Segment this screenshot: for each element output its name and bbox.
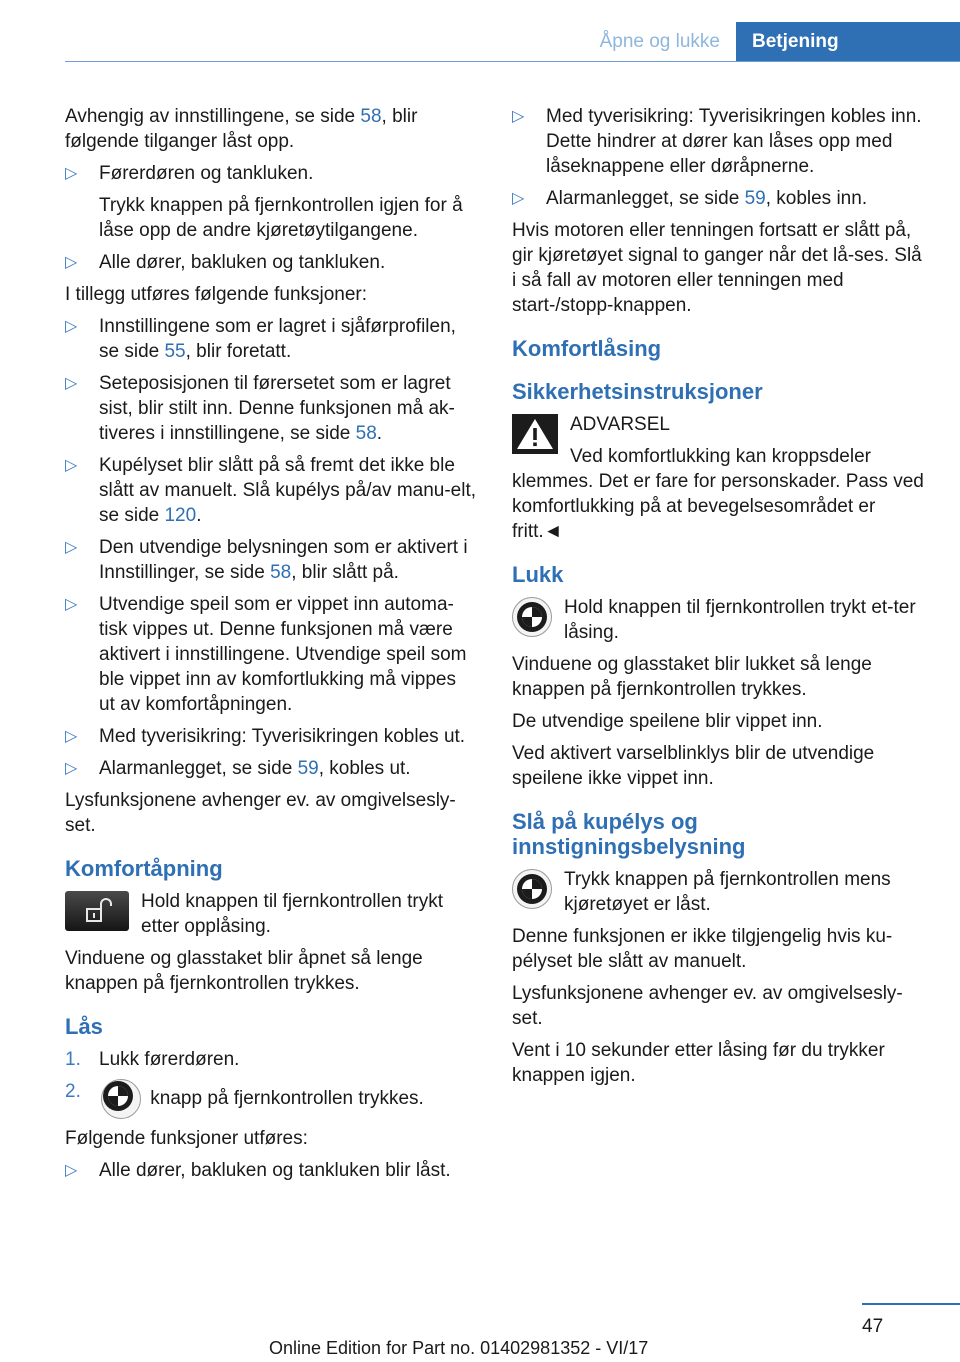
paragraph: I tillegg utføres følgende funksjoner:: [65, 284, 368, 305]
bmw-key-button-icon: [512, 869, 552, 909]
warning-text: Ved komfortlukking kan kroppsdeler klemmes. Det er fare for personskader. Pass ved komfortlukking på at bevegelsesområdet er fritt.◄: [512, 446, 924, 542]
list-item: ▷ Den utvendige belysningen som er aktivert i Innstillinger, se side 58, blir slått på.: [65, 537, 468, 583]
bmw-key-button-icon: [512, 597, 552, 637]
page-link[interactable]: 59: [297, 758, 319, 779]
list-item: 2. knapp på fjernkontrollen trykkes.: [65, 1079, 477, 1119]
left-column: [65, 104, 477, 1190]
page-header: [600, 22, 960, 62]
page-link[interactable]: 120: [164, 505, 197, 526]
paragraph: Vent i 10 sekunder etter låsing før du trykker knappen igjen.: [512, 1040, 885, 1086]
bullet-triangle-icon: ▷: [512, 108, 525, 125]
section-heading-sikkerhet: Sikkerhetsinstruksjoner: [512, 379, 763, 404]
section-heading-komfortapning: Komfortåpning: [65, 856, 223, 881]
paragraph: Vinduene og glasstaket blir lukket så lenge knappen på fjernkontrollen trykkes.: [512, 654, 872, 700]
lukk-block: [512, 595, 924, 645]
list-item: ▷ Seteposisjonen til førersetet som er lagret sist, blir stilt inn. Denne funksjonen må ak-tiveres i innstillingene, se side 58.: [65, 373, 455, 444]
section-heading-kupelys: Slå på kupélys og innstigningsbelysning: [512, 809, 746, 859]
warning-block: [512, 412, 924, 544]
komfortapning-text: Hold knappen til fjernkontrollen trykt etter opplåsing.: [141, 891, 444, 937]
bullet-triangle-icon: ▷: [65, 318, 78, 335]
paragraph: Følgende funksjoner utføres:: [65, 1128, 308, 1149]
bullet-triangle-icon: ▷: [65, 375, 78, 392]
header-section-title: Åpne og lukke: [599, 31, 720, 52]
section-heading-lukk: Lukk: [512, 562, 564, 587]
section-heading-las: Lås: [65, 1014, 103, 1039]
bullet-triangle-icon: ▷: [65, 254, 78, 271]
lukk-text: Hold knappen til fjernkontrollen trykt et-ter låsing.: [564, 597, 916, 643]
page-link[interactable]: 59: [744, 188, 766, 209]
kupelys-block: [512, 867, 924, 917]
list-item: ▷ Utvendige speil som er vippet inn automa-tisk vippes ut. Denne funksjonen må være aktivert i innstillingene. Utvendige speil som ble vippet inn av komfortlukking må vippes ut av komfortåpningen.: [65, 594, 467, 715]
paragraph: Ved aktivert varselblinklys blir de utvendige speilene ikke vippet inn.: [512, 743, 875, 789]
paragraph: Denne funksjonen er ikke tilgjengelig hvis ku-pélyset ble slått av manuelt.: [512, 926, 893, 972]
list-item: ▷ Innstillingene som er lagret i sjåførprofilen, se side 55, blir foretatt.: [65, 316, 456, 362]
komfortapning-block: [65, 889, 477, 939]
step-number: 1.: [65, 1049, 81, 1070]
section-heading-komfortlasing: Komfortlåsing: [512, 336, 662, 361]
bmw-key-button-icon: [101, 1079, 141, 1119]
header-rule: [65, 61, 960, 62]
bullet-triangle-icon: ▷: [65, 596, 78, 613]
warning-icon: [512, 414, 558, 454]
bullet-triangle-icon: ▷: [65, 760, 78, 777]
list-item: ▷ Med tyverisikring: Tyverisikringen kobles ut.: [65, 726, 466, 747]
bullet-triangle-icon: ▷: [65, 457, 78, 474]
list-item: ▷ Førerdøren og tankluken. Trykk knappen på fjernkontrollen igjen for å låse opp de andre kjøretøytilgangene.: [65, 163, 463, 241]
paragraph: Vinduene og glasstaket blir åpnet så lenge knappen på fjernkontrollen trykkes.: [65, 948, 423, 994]
bullet-triangle-icon: ▷: [65, 165, 78, 182]
step-number: 2.: [65, 1081, 81, 1102]
list-item: ▷ Alle dører, bakluken og tankluken blir låst.: [65, 1160, 451, 1181]
page-link[interactable]: 58: [360, 106, 382, 127]
header-chapter-tab: Betjening: [736, 22, 960, 62]
warning-label: ADVARSEL: [570, 414, 670, 435]
paragraph: Lysfunksjonene avhenger ev. av omgivelsesly-set.: [65, 790, 456, 836]
page-link[interactable]: 58: [270, 562, 292, 583]
paragraph: Lysfunksjonene avhenger ev. av omgivelsesly-set.: [512, 983, 903, 1029]
page-number: 47: [862, 1316, 884, 1337]
list-item: ▷ Alarmanlegget, se side 59, kobles ut.: [65, 758, 411, 779]
kupelys-text: Trykk knappen på fjernkontrollen mens kjøretøyet er låst.: [564, 869, 891, 915]
page-link[interactable]: 55: [164, 341, 186, 362]
page-link[interactable]: 58: [355, 423, 377, 444]
intro-paragraph: Avhengig av innstillingene, se side 58, blir følgende tilganger låst opp.: [65, 106, 418, 152]
unlock-button-icon: [65, 891, 129, 931]
footer-rule: [862, 1303, 960, 1305]
bullet-triangle-icon: ▷: [65, 1162, 78, 1179]
edition-footer: Online Edition for Part no. 01402981352 - VI/17: [269, 1338, 649, 1358]
list-item: ▷ Med tyverisikring: Tyverisikringen kobles inn. Dette hindrer at dører kan låses opp med låseknappene eller døråpnerne.: [512, 106, 922, 177]
paragraph: De utvendige speilene blir vippet inn.: [512, 711, 823, 732]
list-item: 1. Lukk førerdøren.: [65, 1049, 240, 1070]
list-item: ▷ Alle dører, bakluken og tankluken.: [65, 252, 386, 273]
list-item: ▷ Kupélyset blir slått på så fremt det ikke ble slått av manuelt. Slå kupélys på/av manu-elt, se side 120.: [65, 455, 477, 526]
list-item: ▷ Alarmanlegget, se side 59, kobles inn.: [512, 188, 868, 209]
bullet-triangle-icon: ▷: [512, 190, 525, 207]
paragraph: Hvis motoren eller tenningen fortsatt er slått på, gir kjøretøyet signal to ganger når det lå-ses. Slå i så fall av motoren eller tenningen med start-/stopp-knappen.: [512, 220, 922, 316]
bullet-triangle-icon: ▷: [65, 539, 78, 556]
right-column: [512, 104, 924, 1095]
bullet-triangle-icon: ▷: [65, 728, 78, 745]
